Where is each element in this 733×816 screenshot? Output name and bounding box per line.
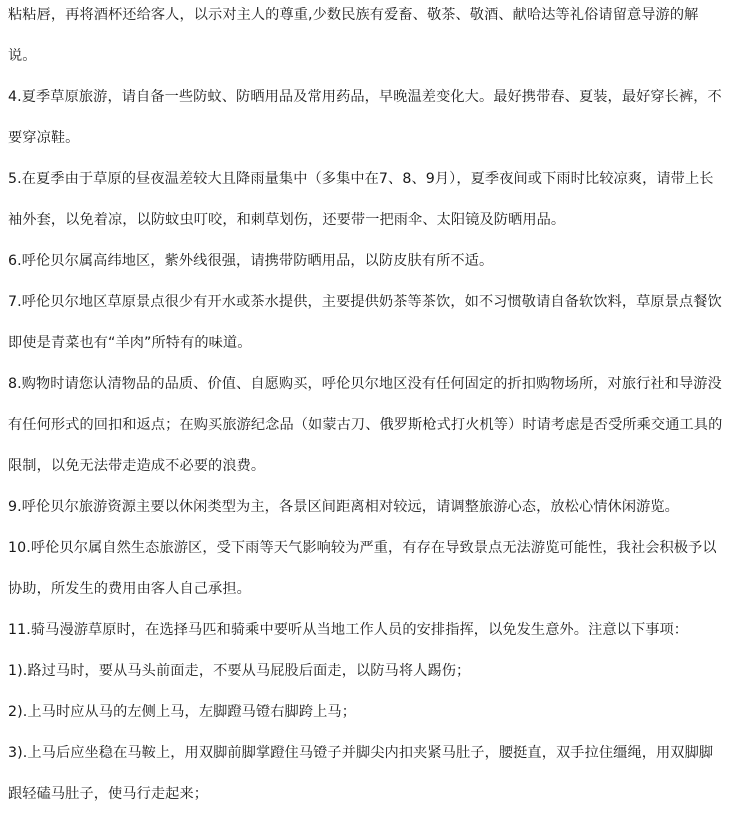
paragraph-rain-and-temperature: 5.在夏季由于草原的昼夜温差较大且降雨量集中（多集中在7、8、9月），夏季夜间或下雨时比较凉爽，请带上长袖外套，以免着凉，以防蚊虫叮咬，和刺草划伤，还要带一把雨伞、太阳镜及防晒用品。 (8, 171, 714, 228)
document-page (8, 0, 726, 815)
paragraph-uv-protection: 6.呼伦贝尔属高纬地区，紫外线很强，请携带防晒用品，以防皮肤有所不适。 (8, 253, 494, 269)
paragraph-drinks-and-food: 7.呼伦贝尔地区草原景点很少有开水或茶水提供，主要提供奶茶等茶饮，如不习惯敬请自备软饮料，草原景点餐饮即使是青菜也有“羊肉”所特有的味道。 (8, 294, 722, 351)
paragraph-horse-riding-intro: 11.骑马漫游草原时，在选择马匹和骑乘中要听从当地工作人员的安排指挥，以免发生意外。注意以下事项： (8, 622, 689, 638)
list-item-riding-posture: 3).上马后应坐稳在马鞍上，用双脚前脚掌蹬住马镫子并脚尖内扣夹紧马肚子，腰挺直，双手拉住缰绳，用双脚脚跟轻磕马肚子，使马行走起来； (8, 745, 714, 802)
list-item-horse-passing: 1).路过马时，要从马头前面走，不要从马屁股后面走，以防马将人踢伤； (8, 663, 471, 679)
paragraph-shopping: 8.购物时请您认清物品的品质、价值、自愿购买，呼伦贝尔地区没有任何固定的折扣购物场所，对旅行社和导游没有任何形式的回扣和返点；在购买旅游纪念品（如蒙古刀、俄罗斯枪式打火机等）时请考虑是否受所乘交通工具的限制，以免无法带走造成不必要的浪费。 (8, 376, 723, 474)
paragraph-etiquette-continued: 粘粘唇，再将酒杯还给客人，以示对主人的尊重,少数民族有爱畜、敬茶、敬酒、献哈达等礼俗请留意导游的解说。 (8, 7, 699, 64)
paragraph-summer-supplies: 4.夏季草原旅游，请自备一些防蚊、防晒用品及常用药品，早晚温差变化大。最好携带春、夏装，最好穿长裤，不要穿凉鞋。 (8, 89, 722, 146)
list-item-mounting: 2).上马时应从马的左侧上马，左脚蹬马镫右脚跨上马； (8, 704, 356, 720)
paragraph-weather-impact: 10.呼伦贝尔属自然生态旅游区，受下雨等天气影响较为严重，有存在导致景点无法游览可能性，我社会积极予以协助，所发生的费用由客人自己承担。 (8, 540, 717, 597)
paragraph-leisure-travel: 9.呼伦贝尔旅游资源主要以休闲类型为主，各景区间距离相对较远，请调整旅游心态，放松心情休闲游览。 (8, 499, 679, 515)
